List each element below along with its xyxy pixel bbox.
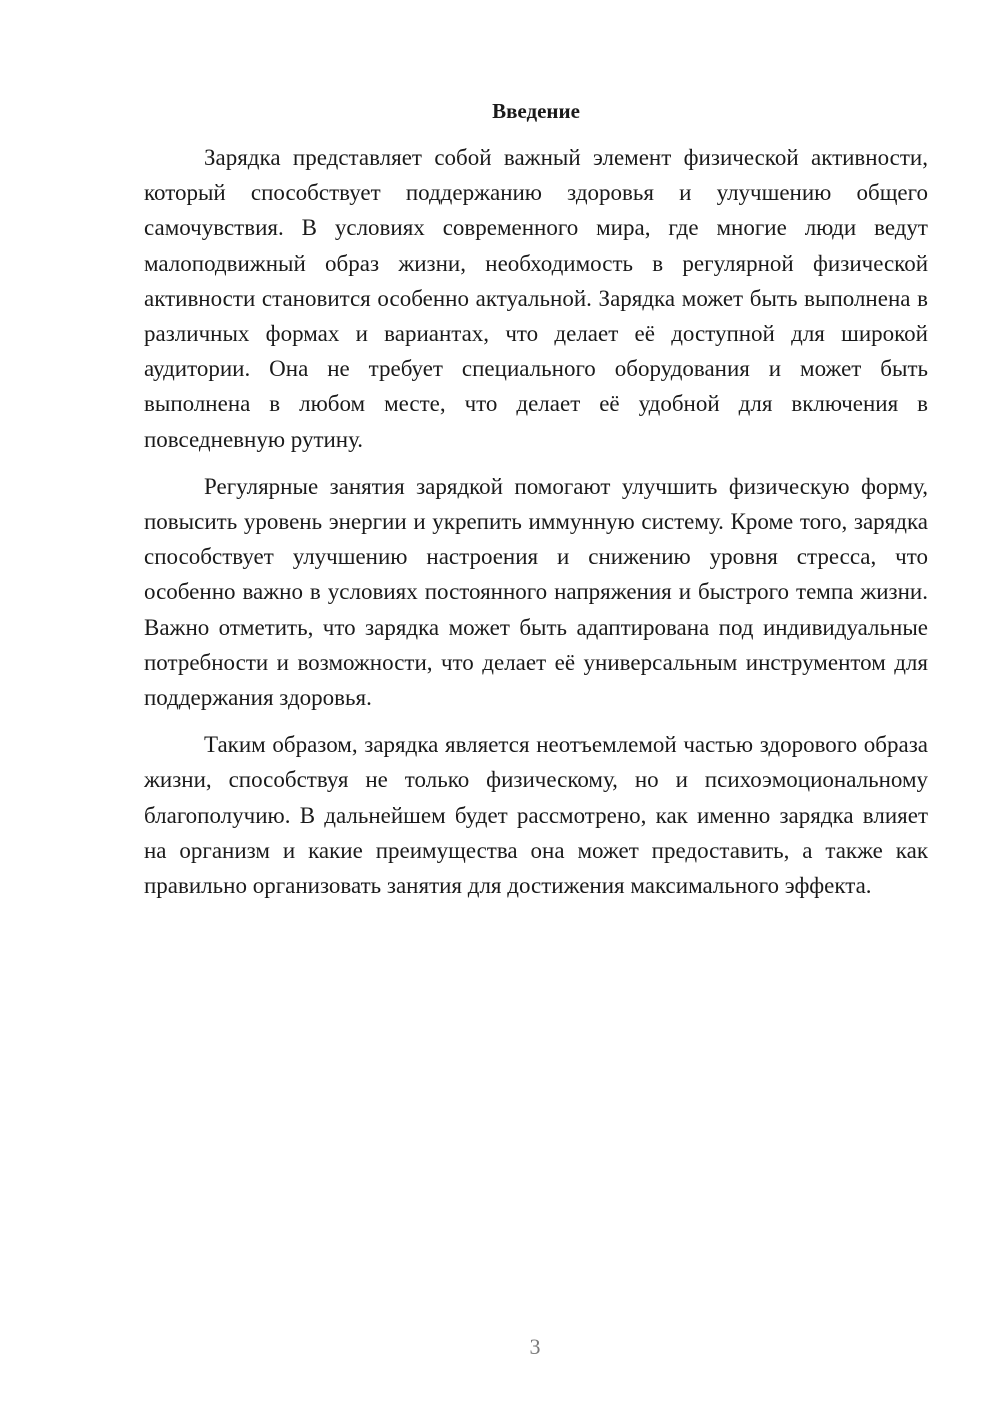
page-number: 3: [529, 1334, 541, 1359]
paragraph-1: Зарядка представляет собой важный элемент физической активности, который способствует поддержанию здоровья и улучшению общего самочувствия. В условиях современного мира, где многие люди ведут малоподвижный образ жизни, необходимость в регулярной физической активности становится особенно актуальной. Зарядка может быть выполнена в различных формах и вариантах, что делает её доступной для широкой аудитории. Она не требует специального оборудования и может быть выполнена в любом месте, что делает её удобной для включения в повседневную рутину.: [144, 145, 928, 452]
section-heading: Введение: [492, 99, 580, 123]
paragraph-2: Регулярные занятия зарядкой помогают улучшить физическую форму, повысить уровень энергии и укрепить иммунную систему. Кроме того, зарядка способствует улучшению настроения и снижению уровня стресса, что особенно важно в условиях постоянного напряжения и быстрого темпа жизни. Важно отметить, что зарядка может быть адаптирована под индивидуальные потребности и возможности, что делает её универсальным инструментом для поддержания здоровья.: [144, 473, 928, 711]
page-content: [144, 94, 928, 903]
paragraph-3: Таким образом, зарядка является неотъемлемой частью здорового образа жизни, способствуя не только физическому, но и психоэмоциональному благополучию. В дальнейшем будет рассмотрено, как именно зарядка влияет на организм и какие преимущества она может предоставить, а также как правильно организовать занятия для достижения максимального эффекта.: [144, 732, 928, 899]
